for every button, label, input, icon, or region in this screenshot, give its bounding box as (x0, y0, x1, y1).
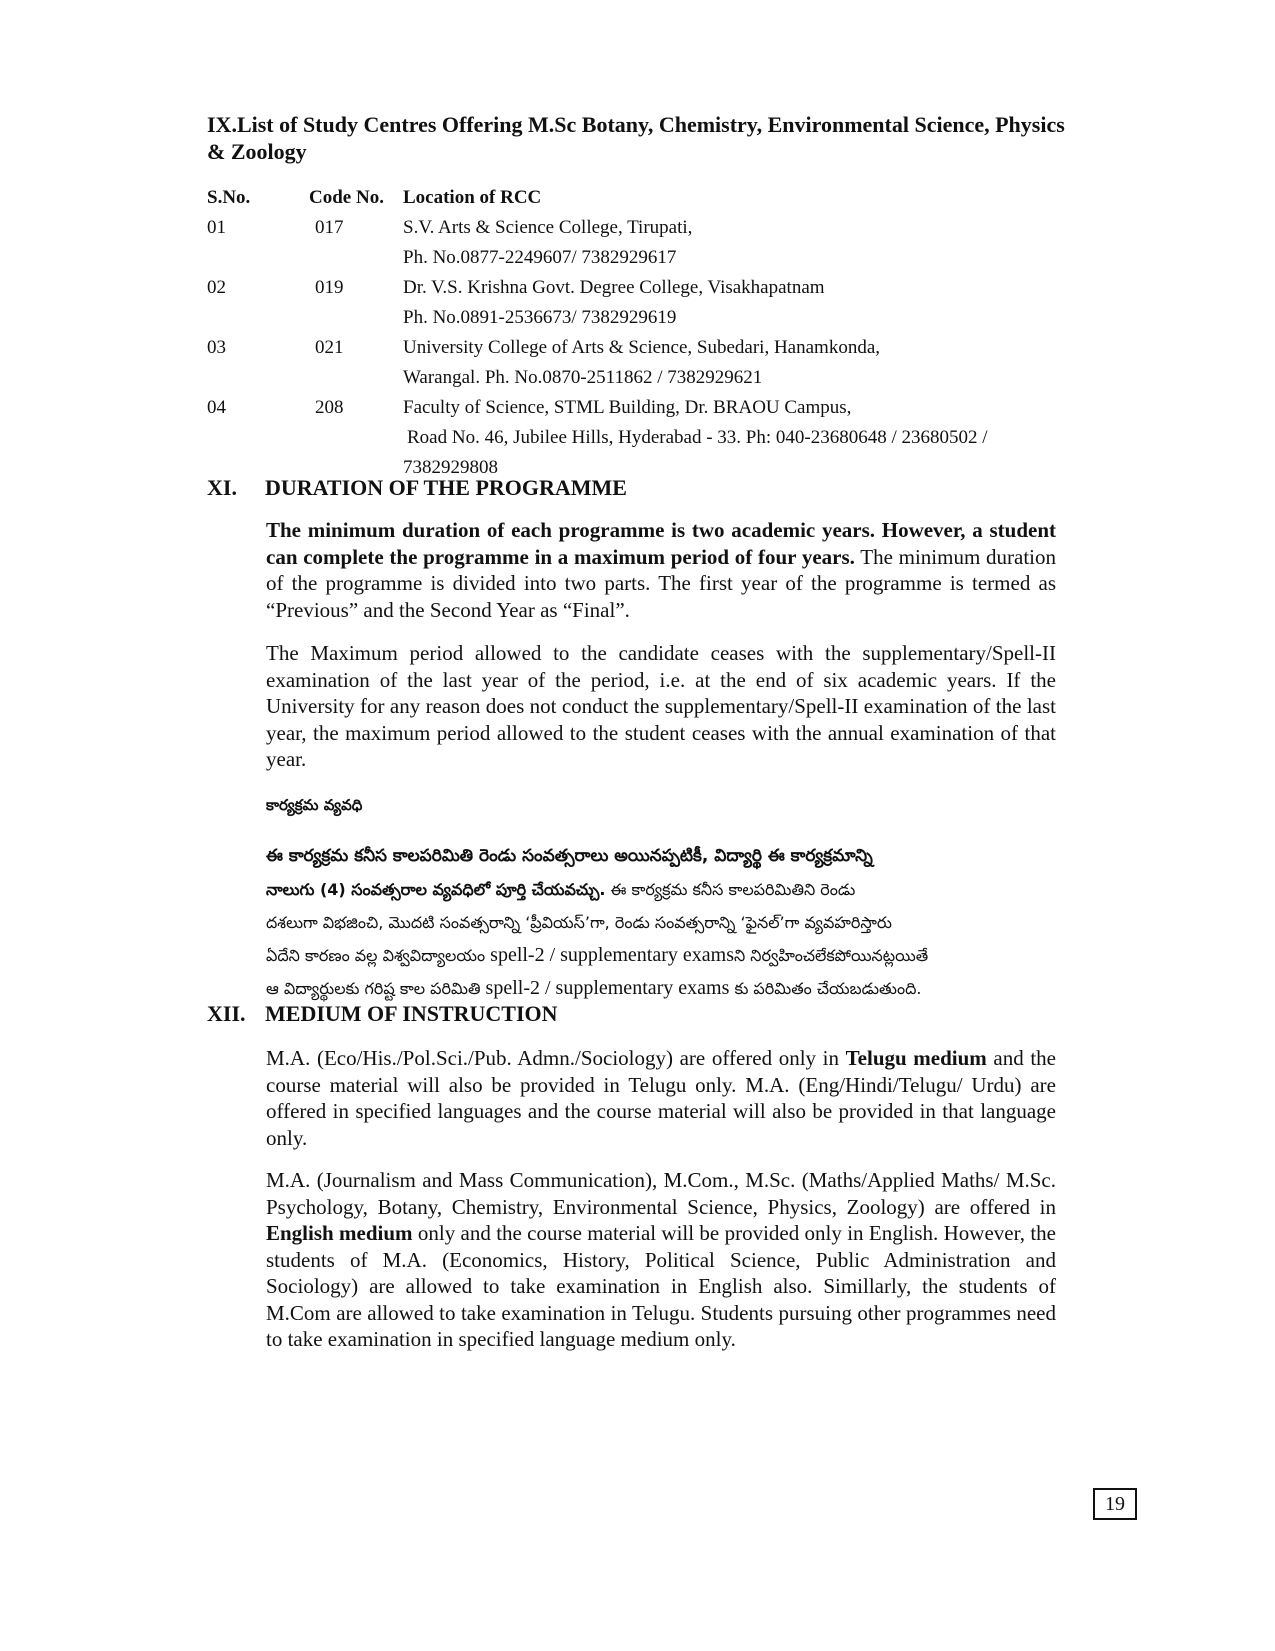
medium-paragraph-2 (266, 1167, 1056, 1353)
table-header-row (207, 183, 1087, 213)
header-location: Location of RCC (403, 187, 542, 208)
telugu-text: ఈ కార్యక్రమ కనీస కాలపరిమితిని రెండు (605, 880, 856, 899)
section-12-title: MEDIUM OF INSTRUCTION (265, 1001, 558, 1026)
telugu-line (266, 939, 1066, 972)
duration-text: The minimum duration of the programme is divided into two parts. The first year of the programme is termed as “Previous” and the Second Year as “Final”. (266, 544, 1056, 622)
row-sno: 04 (207, 397, 226, 418)
row-location (403, 333, 1087, 393)
location-line: Dr. V.S. Krishna Govt. Degree College, Visakhapatnam (403, 277, 825, 298)
row-location (403, 273, 1087, 333)
duration-paragraph-2: The Maximum period allowed to the candidate ceases with the supplementary/Spell-II examination of the last year of the period, i.e. at the end of six academic years. If the University for any reason does not conduct the supplementary/Spell-II examination of the last year, the maximum period allowed to the student ceases with the annual examination of that year. (266, 641, 1056, 771)
duration-paragraph-1 (266, 517, 1056, 623)
location-line: Ph. No.0877-2249607/ 7382929617 (403, 247, 677, 268)
row-location (403, 213, 1087, 273)
section-12-heading (207, 1000, 1087, 1028)
english-inline-text: spell-2 / supplementary exams (485, 977, 730, 999)
location-line: Ph. No.0891-2536673/ 7382929619 (403, 307, 677, 328)
section-11-title: DURATION OF THE PROGRAMME (265, 475, 627, 500)
telugu-line: దశలుగా విభజించి, మొదటి సంవత్సరాన్ని ‘ప్రీవియస్’గా, రెండు సంవత్సరాన్ని ‘ఫైనల్’గా వ్యవహరిస్తారు (266, 913, 892, 932)
row-sno: 03 (207, 337, 226, 358)
row-code: 019 (315, 277, 344, 298)
study-centres-table (207, 183, 1087, 483)
telugu-text: కు పరిమితం చేయబడుతుంది. (729, 979, 922, 998)
row-sno: 01 (207, 217, 226, 238)
row-code: 021 (315, 337, 344, 358)
section-12-number: XII. (207, 1001, 246, 1026)
location-line: Faculty of Science, STML Building, Dr. BRAOU Campus, (403, 397, 852, 418)
medium-text: M.A. (Journalism and Mass Communication), M.Com., M.Sc. (Maths/Applied Maths/ M.Sc. Psychology, Botany, Chemistry, Environmental Science, Physics, Zoology) are offered in (266, 1168, 1056, 1219)
row-code: 017 (315, 217, 344, 238)
telugu-heading: కార్యక్రమ వ్యవధి (266, 796, 363, 814)
table-row (207, 273, 1087, 333)
row-code: 208 (315, 397, 344, 418)
telugu-text: ని నిర్వహించలేకపోయినట్లయితే (733, 946, 929, 965)
row-location (403, 393, 1087, 483)
telugu-text: ఏదేని కారణం వల్ల విశ్వవిద్యాలయం (266, 946, 491, 965)
row-sno: 02 (207, 277, 226, 298)
header-sno: S.No. (207, 187, 251, 208)
telugu-text: ఆ విద్యార్థులకు గరిష్ట కాల పరిమితి (266, 979, 486, 998)
location-line: 7382929808 (403, 457, 498, 478)
telugu-medium-bold: Telugu medium (845, 1046, 987, 1070)
english-medium-bold: English medium (266, 1221, 413, 1245)
telugu-line: ఈ కార్యక్రమ కనీస కాలపరిమితి రెండు సంవత్సరాలు అయినప్పటికీ, విద్యార్థి ఈ కార్యక్రమాన్ని (266, 846, 873, 866)
location-line: University College of Arts & Science, Subedari, Hanamkonda, (403, 337, 881, 358)
section-11-number: XI. (207, 475, 237, 500)
medium-text: only and the course material will be provided only in English. However, the students of M.A. (Economics, History, Political Science, Public Administration and Sociology) are allowed to take examination in English also. Simillarly, the students of M.Com are allowed to take examination in Telugu. Students pursuing other programmes need to take examination in specified language medium only. (266, 1221, 1056, 1351)
medium-text: and the course material will also be provided in Telugu only. M.A. (Eng/Hindi/Telugu/ Urdu) are offered in specified languages and the course material will also be provided in that language only. (266, 1046, 1056, 1150)
medium-text: M.A. (Eco/His./Pol.Sci./Pub. Admn./Sociology) are offered only in (266, 1046, 846, 1070)
location-line: S.V. Arts & Science College, Tirupati, (403, 217, 693, 238)
english-inline-text: spell-2 / supplementary exams (490, 944, 734, 966)
header-code: Code No. (309, 187, 384, 208)
telugu-bold-text: నాలుగు (4) సంవత్సరాల వ్యవధిలో పూర్తి చేయవచ్చు. (266, 880, 606, 899)
medium-paragraph-1 (266, 1045, 1056, 1151)
duration-bold-text: The minimum duration of each programme is two academic years. However, a student can complete the programme in a maximum period of four years. (266, 518, 1056, 569)
telugu-line (266, 873, 1066, 906)
section-11-heading (207, 474, 1087, 502)
telugu-duration-block (266, 796, 1066, 1005)
table-row (207, 393, 1087, 483)
location-line: Road No. 46, Jubilee Hills, Hyderabad - 33. Ph: 040-23680648 / 23680502 / (407, 427, 988, 448)
page-number: 19 (1093, 1488, 1137, 1520)
section-9-title: IX.List of Study Centres Offering M.Sc Botany, Chemistry, Environmental Science, Physics & Zoology (207, 112, 1065, 164)
location-line: Warangal. Ph. No.0870-2511862 / 7382929621 (403, 367, 763, 388)
table-row (207, 213, 1087, 273)
table-row (207, 333, 1087, 393)
